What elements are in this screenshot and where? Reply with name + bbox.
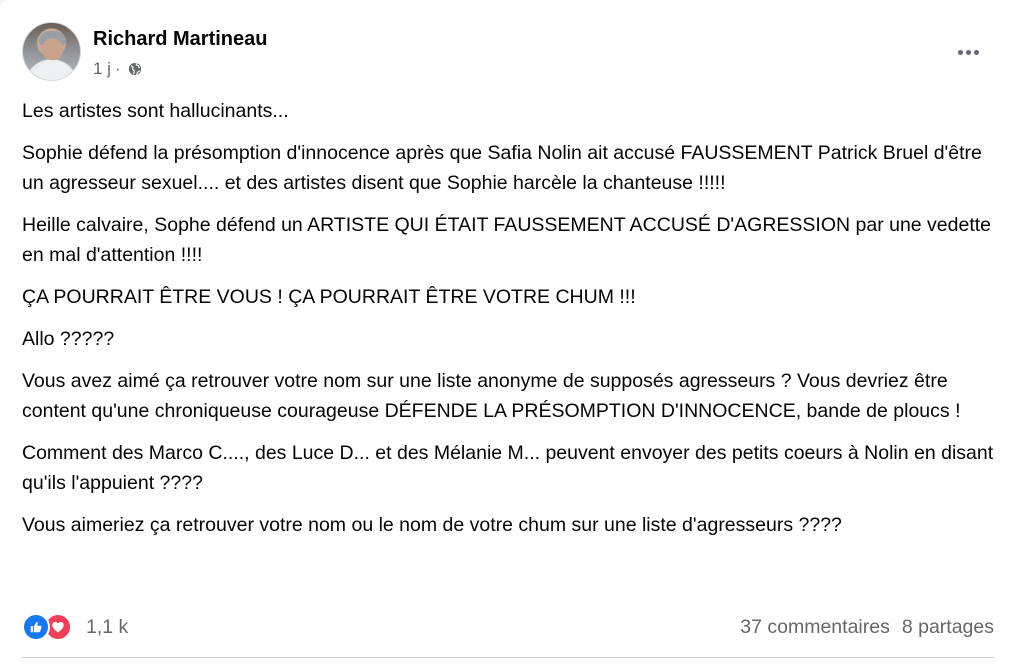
more-options-button[interactable] xyxy=(950,38,986,66)
meta-separator: · xyxy=(114,59,121,78)
author-name[interactable]: Richard Martineau xyxy=(93,28,268,50)
reaction-count[interactable]: 1,1 k xyxy=(86,615,129,638)
like-icon xyxy=(22,613,50,641)
reactions-summary[interactable] xyxy=(22,608,128,646)
post-paragraph: Vous aimeriez ça retrouver votre nom ou le nom de votre chum sur une liste d'agresseurs ???? xyxy=(22,514,842,536)
more-horizontal-icon xyxy=(958,50,963,55)
post-time[interactable]: 1 j xyxy=(93,59,111,78)
globe-icon xyxy=(128,62,142,76)
post-paragraph: Heille calvaire, Sophe défend un ARTISTE QUI ÉTAIT FAUSSEMENT ACCUSÉ D'AGRESSION par une vedette en mal d'attention !!!! xyxy=(22,214,992,266)
post-paragraph: Comment des Marco C...., des Luce D... et des Mélanie M... peuvent envoyer des petits coeurs à Nolin en disant qu'ils l'appuient ???? xyxy=(22,442,994,494)
post-paragraph: Allo ????? xyxy=(22,328,115,350)
post-paragraph: Vous avez aimé ça retrouver votre nom sur une liste anonyme de supposés agresseurs ? Vous devriez être content qu'une chroniqueuse courageuse DÉFENDE LA PRÉSOMPTION D'INNOCENCE, bande de ploucs ! xyxy=(22,370,961,422)
avatar[interactable] xyxy=(22,22,81,81)
post-header xyxy=(22,22,992,84)
footer-divider xyxy=(22,657,994,658)
post-footer xyxy=(22,608,994,646)
post-paragraph: ÇA POURRAIT ÊTRE VOUS ! ÇA POURRAIT ÊTRE VOTRE CHUM !!! xyxy=(22,286,636,308)
post-meta xyxy=(93,59,142,79)
post-content xyxy=(22,96,997,552)
post-paragraph: Les artistes sont hallucinants... xyxy=(22,100,289,122)
post-paragraph: Sophie défend la présomption d'innocence après que Safia Nolin ait accusé FAUSSEMENT Patrick Bruel d'être un agresseur sexuel.... et des artistes disent que Sophie harcèle la chanteuse !!!!! xyxy=(22,142,982,194)
comments-count[interactable]: 37 commentaires xyxy=(740,615,890,638)
engagement-stats xyxy=(740,608,994,646)
shares-count[interactable]: 8 partages xyxy=(901,615,994,638)
